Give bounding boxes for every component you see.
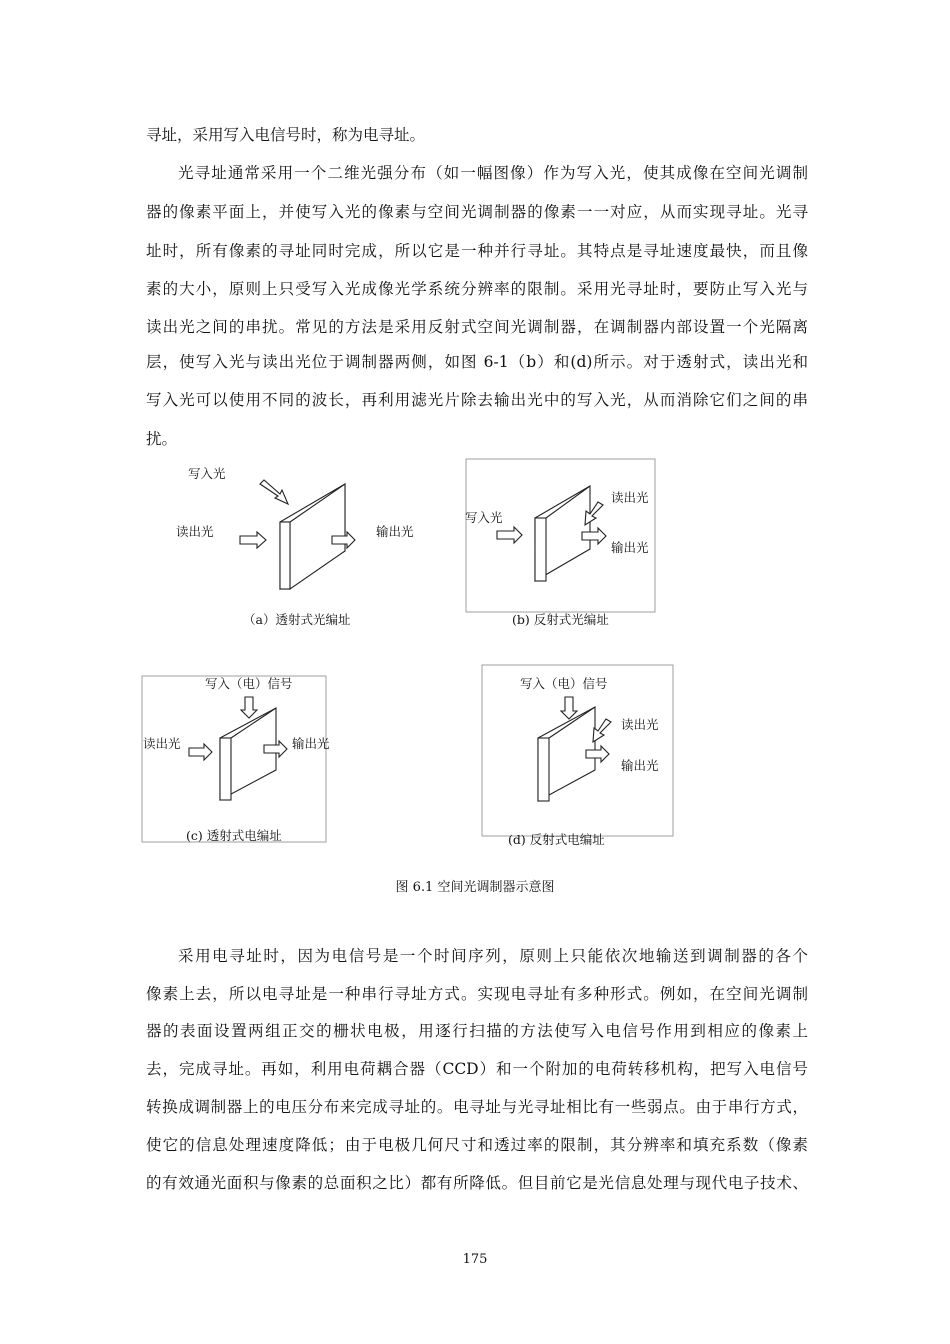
panel-b-drawing	[466, 459, 655, 612]
text-line: 像素上去，所以电寻址是一种串行寻址方式。实现电寻址有多种形式。例如，在空间光调制	[146, 985, 808, 1003]
text-line: 素的大小，原则上只受写入光成像光学系统分辨率的限制。采用光寻址时，要防止写入光与	[146, 280, 808, 298]
text-line: 光寻址通常采用一个二维光强分布（如一幅图像）作为写入光，使其成像在空间光调制	[178, 164, 808, 182]
text-line: 写入光可以使用不同的波长，再利用滤光片除去输出光中的写入光，从而消除它们之间的串	[146, 391, 808, 409]
read-light-label: 读出光	[611, 490, 649, 505]
write-light-label: 写入光	[465, 510, 503, 525]
write-arrow	[260, 480, 288, 504]
output-light-label: 输出光	[621, 758, 659, 773]
text-line: 寻址，采用写入电信号时，称为电寻址。	[146, 126, 426, 144]
text-line: 去，完成寻址。再如，利用电荷耦合器（CCD）和一个附加的电荷转移机构，把写入电信号	[146, 1060, 808, 1078]
read-light-label: 读出光	[621, 717, 659, 732]
panel-c-drawing	[142, 676, 326, 842]
panel-a-drawing	[240, 480, 355, 589]
panel-d-caption: (d) 反射式电编址	[508, 832, 605, 847]
text-line: 读出光之间的串扰。常见的方法是采用反射式空间光调制器，在调制器内部设置一个光隔离	[146, 318, 808, 336]
read-arrow	[189, 744, 212, 760]
text-line: 的有效通光面积与像素的总面积之比）都有所降低。但目前它是光信息处理与现代电子技术、	[146, 1174, 808, 1192]
output-light-label: 输出光	[292, 736, 330, 751]
text-line: 层，使写入光与读出光位于调制器两侧，如图 6-1（b）和(d)所示。对于透射式，读出光和	[146, 353, 808, 371]
text-line: 器的像素平面上，并使写入光的像素与空间光调制器的像素一一对应，从而实现寻址。光寻	[146, 203, 808, 221]
write-arrow	[241, 697, 257, 718]
write-arrow	[561, 697, 577, 719]
read-arrow	[593, 719, 611, 742]
text-line: 转换成调制器上的电压分布来完成寻址的。电寻址与光寻址相比有一些弱点。由于串行方式，	[146, 1098, 808, 1116]
panel-a-caption: （a）透射式光编址	[243, 612, 351, 627]
write-light-label: 写入光	[188, 466, 226, 481]
output-light-label: 输出光	[376, 524, 414, 539]
write-arrow	[497, 527, 522, 543]
panel-b-caption: (b) 反射式光编址	[512, 612, 609, 627]
text-line: 扰。	[146, 430, 178, 448]
text-line: 器的表面设置两组正交的栅状电极，用逐行扫描的方法使写入电信号作用到相应的像素上	[146, 1022, 808, 1040]
figure-caption: 图 6.1 空间光调制器示意图	[395, 880, 555, 895]
read-light-label: 读出光	[176, 524, 214, 539]
panel-c-caption: (c) 透射式电编址	[186, 828, 282, 843]
page-number: 175	[462, 1252, 488, 1267]
text-line: 采用电寻址时，因为电信号是一个时间序列，原则上只能依次地输送到调制器的各个	[178, 947, 808, 965]
text-line: 址时，所有像素的寻址同时完成，所以它是一种并行寻址。其特点是寻址速度最快，而且像	[146, 242, 808, 260]
text-line: 使它的信息处理速度降低；由于电极几何尺寸和透过率的限制，其分辨率和填充系数（像素	[146, 1136, 808, 1154]
write-signal-label: 写入（电）信号	[520, 676, 608, 691]
write-signal-label: 写入（电）信号	[205, 676, 293, 691]
read-light-label: 读出光	[143, 736, 181, 751]
output-light-label: 输出光	[611, 540, 649, 555]
read-arrow	[240, 532, 266, 548]
